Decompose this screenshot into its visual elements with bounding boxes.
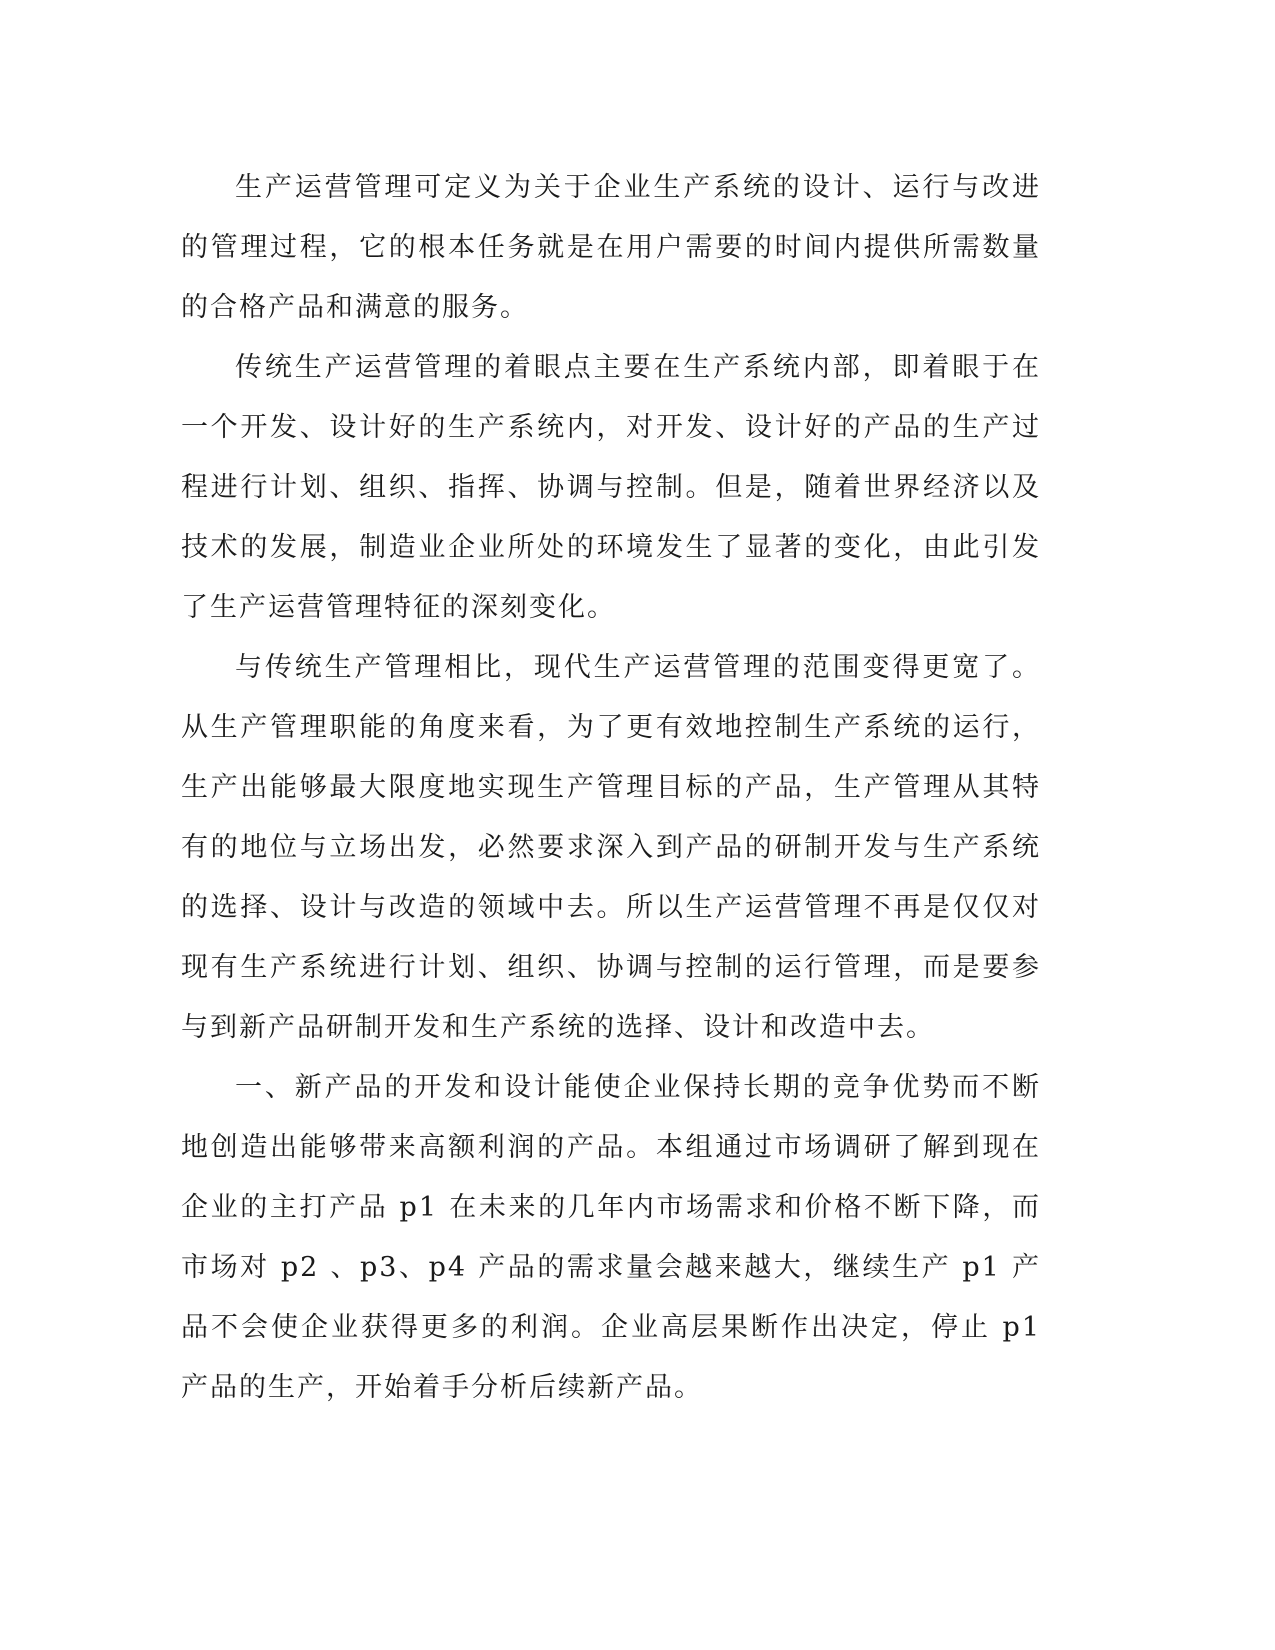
document-body	[181, 158, 1041, 1418]
paragraph-4: 一、新产品的开发和设计能使企业保持长期的竞争优势而不断地创造出能够带来高额利润的产品。本组通过市场调研了解到现在企业的主打产品 p1 在未来的几年内市场需求和价格不断下降，而市场对 p2 、p3、p4 产品的需求量会越来越大，继续生产 p1 产品不会使企业获得更多的利润。企业高层果断作出决定，停止 p1 产品的生产，开始着手分析后续新产品。	[181, 1072, 1041, 1403]
paragraph-2: 传统生产运营管理的着眼点主要在生产系统内部，即着眼于在一个开发、设计好的生产系统内，对开发、设计好的产品的生产过程进行计划、组织、指挥、协调与控制。但是，随着世界经济以及技术的发展，制造业企业所处的环境发生了显著的变化，由此引发了生产运营管理特征的深刻变化。	[181, 352, 1041, 623]
paragraph-3: 与传统生产管理相比，现代生产运营管理的范围变得更宽了。从生产管理职能的角度来看，为了更有效地控制生产系统的运行，生产出能够最大限度地实现生产管理目标的产品，生产管理从其特有的地位与立场出发，必然要求深入到产品的研制开发与生产系统的选择、设计与改造的领域中去。所以生产运营管理不再是仅仅对现有生产系统进行计划、组织、协调与控制的运行管理，而是要参与到新产品研制开发和生产系统的选择、设计和改造中去。	[181, 652, 1041, 1043]
paragraph-1: 生产运营管理可定义为关于企业生产系统的设计、运行与改进的管理过程，它的根本任务就是在用户需要的时间内提供所需数量的合格产品和满意的服务。	[181, 172, 1041, 323]
